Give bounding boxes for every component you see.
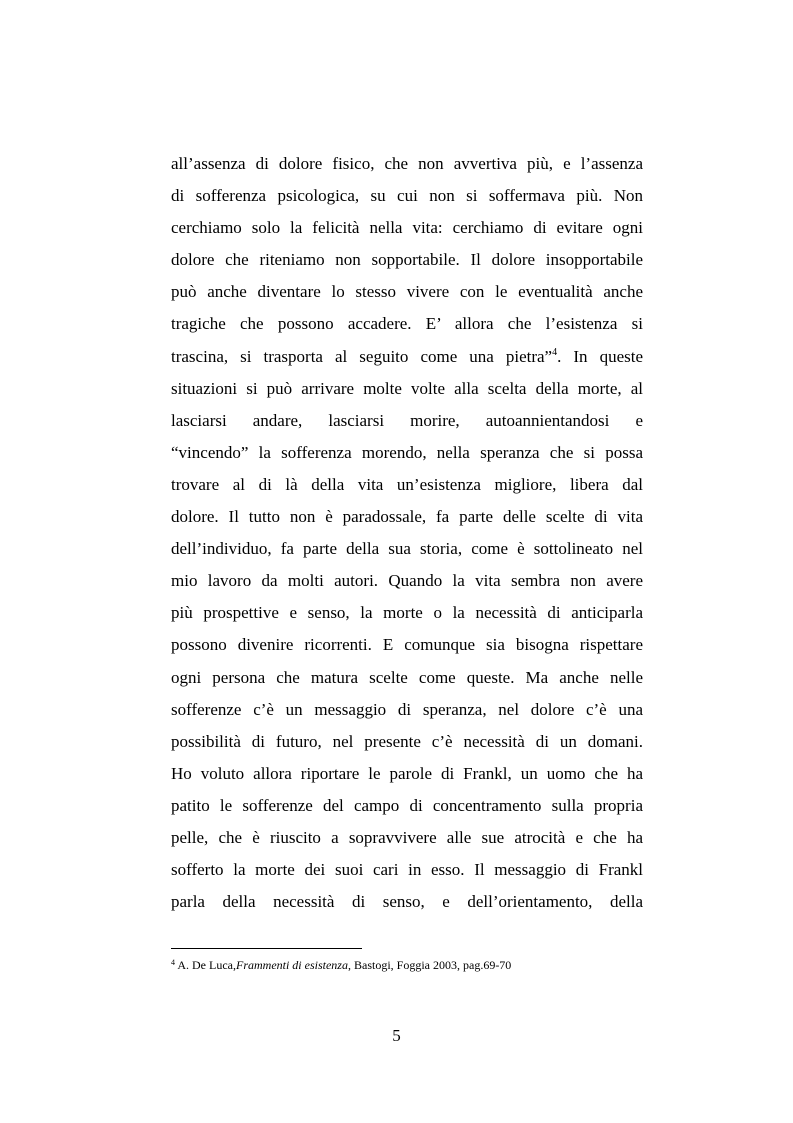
text-line: sofferenze c’è un messaggio di speranza, nel dolore c’è una [171,699,643,719]
text-line: “vincendo” la sofferenza morendo, nella speranza che si possa [171,442,643,462]
text-line: all’assenza di dolore fisico, che non avvertiva più, e l’assenza [171,154,643,173]
text-line: dell’individuo, fa parte della sua storia, come è sottolineato nel [171,539,643,559]
text-line: ogni persona che matura scelte come queste. Ma anche nelle [171,667,643,687]
text-line: più prospettive e senso, la morte o la necessità di anticiparla [171,603,643,623]
text-line: Ho voluto allora riportare le parole di Frankl, un uomo che ha [171,763,643,783]
text-segment: . In queste [557,346,644,366]
text-line: parla della necessità di senso, e dell’orientamento, della [171,892,643,912]
text-line-with-footnote-ref [171,341,643,373]
text-line: dolore che riteniamo non sopportabile. Il dolore insopportabile [171,250,643,270]
main-text [171,148,643,918]
footnote-separator [171,948,362,949]
footnote-author: A. De Luca, [175,958,236,972]
text-line: possibilità di futuro, nel presente c’è necessità di un domani. [171,731,643,751]
text-line: dolore. Il tutto non è paradossale, fa parte delle scelte di vita [171,507,643,527]
footnote-title: Frammenti di esistenza [235,958,348,972]
footnote-marker: 4 [171,958,175,967]
text-line: mio lavoro da molti autori. Quando la vita sembra non avere [171,571,643,591]
footnote [171,957,511,973]
text-line: possono divenire ricorrenti. E comunque sia bisogna rispettare [171,635,643,655]
text-line: cerchiamo solo la felicità nella vita: cerchiamo di evitare ogni [171,218,643,238]
text-line: trovare al di là della vita un’esistenza migliore, libera dal [171,474,643,494]
page-number: 5 [392,1026,401,1045]
text-line: può anche diventare lo stesso vivere con le eventualità anche [171,282,643,302]
footnote-reference: 4 [552,346,558,358]
text-line: situazioni si può arrivare molte volte alla scelta della morte, al [171,378,643,398]
text-segment: trascina, si trasporta al seguito come una pietra” [171,346,553,366]
text-line: patito le sofferenze del campo di concentramento sulla propria [171,795,643,815]
text-line: tragiche che possono accadere. E’ allora che l’esistenza si [171,314,643,334]
text-line: lasciarsi andare, lasciarsi morire, autoannientandosi e [171,410,643,430]
text-line: sofferto la morte dei suoi cari in esso. Il messaggio di Frankl [171,860,643,880]
text-line: pelle, che è riuscito a sopravvivere alle sue atrocità e che ha [171,827,643,847]
footnote-details: , Bastogi, Foggia 2003, pag.69-70 [347,958,512,972]
text-line: di sofferenza psicologica, su cui non si soffermava più. Non [171,186,643,206]
